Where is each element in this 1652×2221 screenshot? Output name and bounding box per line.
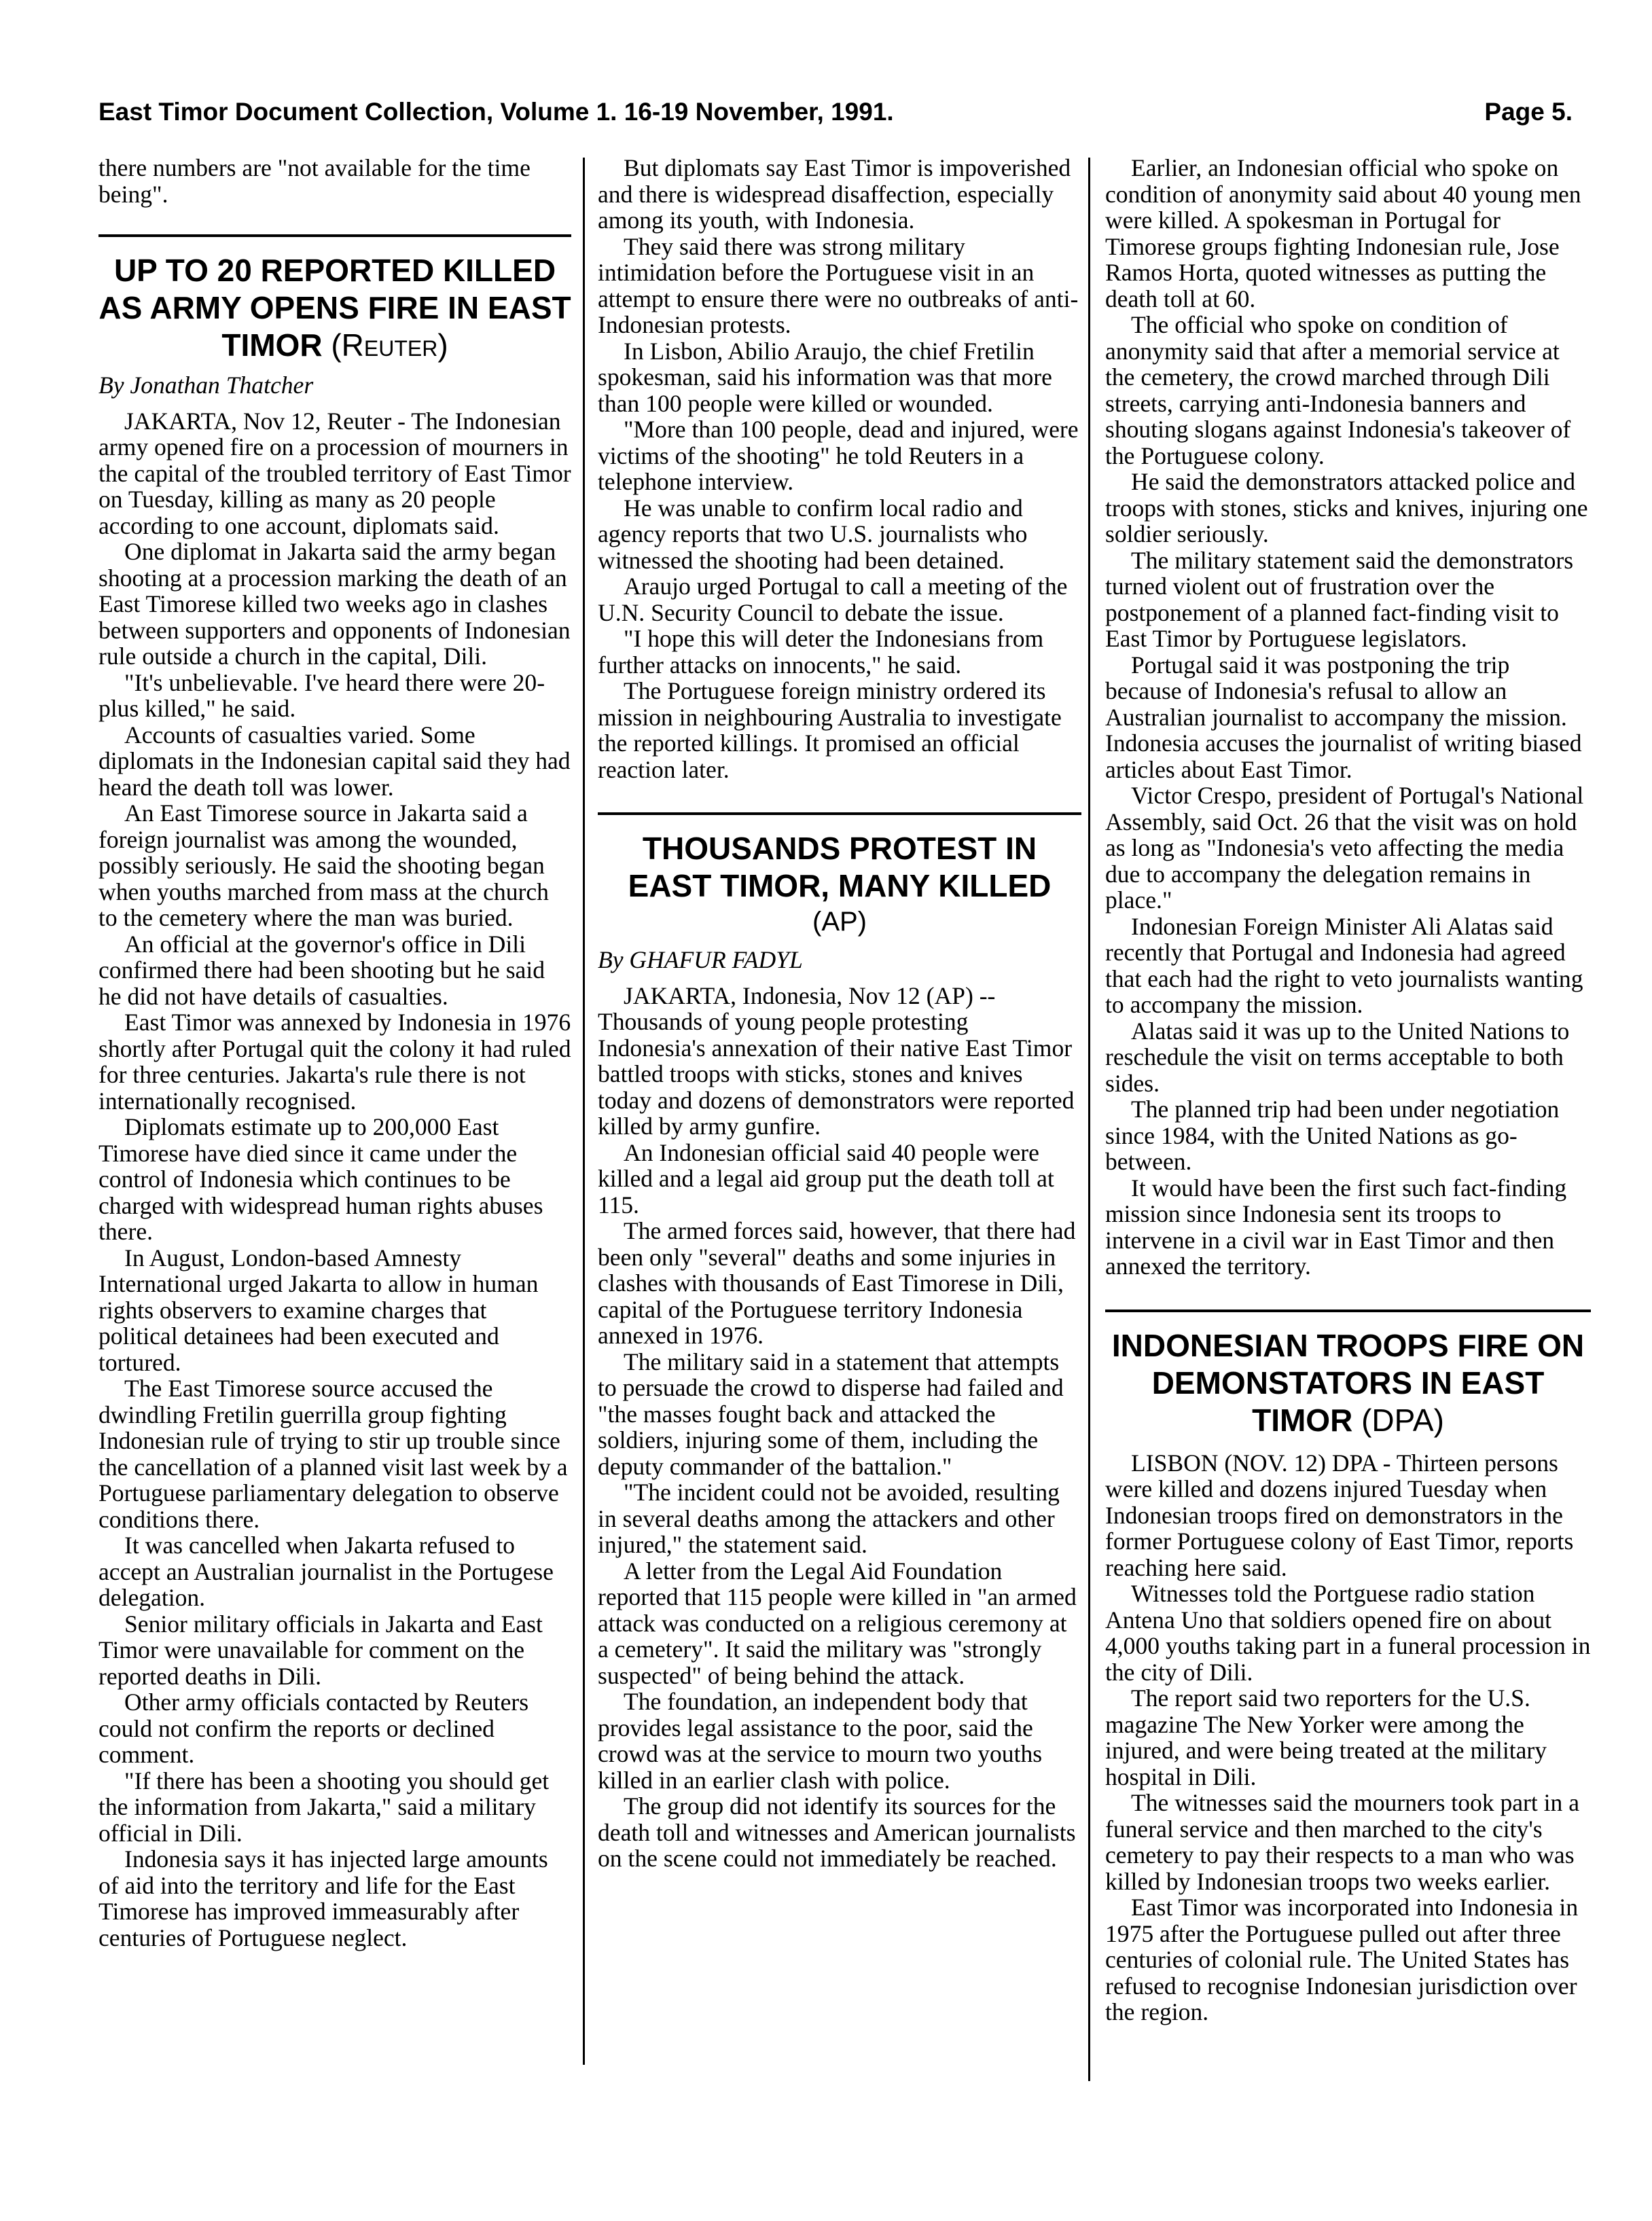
article-paragraph: An Indonesian official said 40 people were killed and a legal aid group put the death toll at 115. [598,1138,1054,1218]
headline-source: (DPA) [1361,1402,1444,1438]
article-paragraph: "More than 100 people, dead and injured, were victims of the shooting" he told Reuters in a telephone interview. [598,416,1079,495]
article-paragraph: In August, London-based Amnesty International urged Jakarta to allow in human rights observers to examine charges that political detainees had been executed and tortured. [98,1244,539,1376]
article-paragraph: The military said in a statement that attempts to persuade the crowd to disperse had failed and "the masses fought back and attacked the soldiers, injuring some of them, including the deputy commander of the battalion." [598,1348,1064,1480]
article-divider [1105,1310,1591,1312]
headline-text: THOUSANDS PROTEST IN EAST TIMOR, MANY KILLED [628,831,1052,903]
article-paragraph: "The incident could not be avoided, resulting in several deaths among the attackers and other injured," the statement said. [598,1479,1060,1558]
byline: By Jonathan Thatcher [98,372,314,399]
column-divider [583,158,585,2065]
article-paragraph: Indonesia says it has injected large amounts of aid into the territory and life for the East Timorese has improved immeasurably after centuries of Portuguese neglect. [98,1845,548,1951]
article-paragraph: It was cancelled when Jakarta refused to accept an Australian journalist in the Portugese delegation. [98,1532,554,1611]
article-paragraph: The group did not identify its sources for the death toll and witnesses and American journalists on the scene could not immediately be reached. [598,1792,1076,1872]
collection-title: East Timor Document Collection, Volume 1. 16-19 November, 1991. [98,98,894,126]
headline-text: INDONESIAN TROOPS FIRE ON DEMONSTATORS IN EAST TIMOR [1111,1327,1585,1438]
article-paragraph: He was unable to confirm local radio and agency reports that two U.S. journalists who witnessed the shooting had been detained. [598,494,1028,574]
article-paragraph: East Timor was annexed by Indonesia in 1976 shortly after Portugal quit the colony it had ruled for three centuries. Jakarta's rule there is not internationally recognised. [98,1009,571,1115]
headline-source: (AP) [812,907,867,937]
article-paragraph: A letter from the Legal Aid Foundation reported that 115 people were killed in "an armed attack was conducted on a religious ceremony at a cemetery". It said the military was "strongly suspected" of being behind the attack. [598,1557,1077,1689]
article-paragraph: Diplomats estimate up to 200,000 East Timorese have died since it came under the control of Indonesia which continues to be charged with widespread human rights abuses there. [98,1113,543,1245]
article-paragraph: The military statement said the demonstrators turned violent out of frustration over the postponement of a planned fact-finding visit to East Timor by Portuguese legislators. [1105,546,1574,652]
article-paragraph: Portugal said it was postponing the trip because of Indonesia's refusal to allow an Australian journalist to accompany the mission. Indonesia accuses the journalist of writing biased articles about East Timor. [1105,651,1582,783]
article-paragraph: The report said two reporters for the U.S. magazine The New Yorker were among the injured, and were being treated at the military hospital in Dili. [1105,1684,1547,1790]
column-2 [598,155,1081,1872]
article-paragraph: An official at the governor's office in Dili confirmed there had been shooting but he said he did not have details of casualties. [98,930,545,1010]
article-paragraph: It would have been the first such fact-finding mission since Indonesia sent its troops to intervene in a civil war in East Timor and then annexed the territory. [1105,1174,1567,1280]
article-paragraph: The armed forces said, however, that there had been only "several" deaths and some injuries in clashes with thousands of East Timorese in Dili, capital of the Portuguese territory Indonesia annexed in 1976. [598,1217,1076,1349]
article-paragraph: An East Timorese source in Jakarta said a foreign journalist was among the wounded, possibly seriously. He said the shooting began when youths marched from mass at the church to the cemetery where the man was buried. [98,799,549,931]
headline-text: UP TO 20 REPORTED KILLED AS ARMY OPENS FIRE IN EAST TIMOR [98,253,571,363]
article-paragraph: "If there has been a shooting you should get the information from Jakarta," said a military official in Dili. [98,1767,550,1847]
headline-ap [598,830,1081,939]
article-paragraph: Araujo urged Portugal to call a meeting of the U.N. Security Council to debate the issue. [598,573,1068,626]
article-paragraph: In Lisbon, Abilio Araujo, the chief Fretilin spokesman, said his information was that more than 100 people were killed or wounded. [598,337,1052,417]
article-paragraph: The planned trip had been under negotiation since 1984, with the United Nations as go-between. [1105,1096,1560,1175]
article-paragraph: The East Timorese source accused the dwindling Fretilin guerrilla group fighting Indonesian rule of trying to stir up trouble since the cancellation of a planned visit last week by a Portuguese parliamentary delegation to observe conditions there. [98,1375,568,1533]
article-paragraph: The foundation, an independent body that provides legal assistance to the poor, said the crowd was at the service to mourn two youths killed in an earlier clash with police. [598,1688,1043,1794]
headline-source: (Reuter) [331,327,448,363]
headline-reuter [98,252,571,364]
article-paragraph: "It's unbelievable. I've heard there were 20-plus killed," he said. [98,668,545,722]
column-1 [98,155,571,1951]
headline-dpa [1105,1327,1591,1439]
column-3 [1105,155,1591,2025]
article-paragraph: One diplomat in Jakarta said the army began shooting at a procession marking the death of an East Timorese killed two weeks ago in clashes between supporters and opponents of Indonesian rule outside a church in the capital, Dili. [98,538,571,670]
article-paragraph: Other army officials contacted by Reuters could not confirm the reports or declined comment. [98,1689,529,1768]
article-paragraph: JAKARTA, Indonesia, Nov 12 (AP) -- Thousands of young people protesting Indonesia's annexation of their native East Timor battled troops with sticks, stones and knives today and dozens of demonstrators were reported killed by army gunfire. [598,981,1075,1140]
article-paragraph: "I hope this will deter the Indonesians from further attacks on innocents," he said. [598,625,1044,679]
article-paragraph: Senior military officials in Jakarta and East Timor were unavailable for comment on the reported deaths in Dili. [98,1610,543,1690]
article-divider [98,234,571,237]
article-paragraph: Victor Crespo, president of Portugal's National Assembly, said Oct. 26 that the visit was on hold as long as "Indonesia's veto affecting the media due to accompany the delegation remains in place." [1105,782,1584,914]
article-paragraph: JAKARTA, Nov 12, Reuter - The Indonesian army opened fire on a procession of mourners in the capital of the troubled territory of East Timor on Tuesday, killing as many as 20 people according to one account, diplomats said. [98,407,571,539]
article-paragraph: The official who spoke on condition of anonymity said that after a memorial service at the cemetery, the crowd marched through Dili streets, carrying anti-Indonesia banners and shouting slogans against Indonesia's takeover of the Portuguese colony. [1105,311,1571,469]
article-paragraph: He said the demonstrators attacked police and troops with stones, sticks and knives, injuring one soldier seriously. [1105,468,1588,547]
article-paragraph: They said there was strong military intimidation before the Portuguese visit in an attempt to ensure there were no outbreaks of anti-Indonesian protests. [598,232,1079,338]
article-paragraph: Accounts of casualties varied. Some diplomats in the Indonesian capital said they had heard the death toll was lower. [98,721,571,801]
page-header [98,95,1573,129]
article-paragraph: The witnesses said the mourners took part in a funeral service and then marched to the city's cemetery to pay their respects to a man who was killed by Indonesian troops two weeks earlier. [1105,1789,1580,1895]
article-paragraph: LISBON (NOV. 12) DPA - Thirteen persons were killed and dozens injured Tuesday when Indonesian troops fired on demonstrators in the former Portuguese colony of East Timor, reports reaching here said. [1105,1449,1574,1581]
column-divider [1088,158,1090,2081]
continued-text: there numbers are "not available for the time being". [98,154,531,208]
article-paragraph: East Timor was incorporated into Indonesia in 1975 after the Portuguese pulled out after three centuries of colonial rule. The United States has refused to recognise Indonesian jurisdiction over the region. [1105,1894,1579,2025]
article-paragraph: The Portuguese foreign ministry ordered its mission in neighbouring Australia to investigate the reported killings. It promised an official reaction later. [598,677,1062,783]
page-number: Page 5. [1484,98,1573,126]
article-divider [598,812,1081,815]
spacer [1105,1443,1591,1450]
article-paragraph: Indonesian Foreign Minister Ali Alatas said recently that Portugal and Indonesia had agreed that each had the right to veto journalists wanting to accompany the mission. [1105,912,1583,1018]
article-paragraph: But diplomats say East Timor is impoverished and there is widespread disaffection, especially among its youth, with Indonesia. [598,154,1071,234]
article-paragraph: Alatas said it was up to the United Nations to reschedule the visit on terms acceptable to both sides. [1105,1017,1570,1097]
byline: By GHAFUR FADYL [598,946,803,973]
article-paragraph: Witnesses told the Portguese radio station Antena Uno that soldiers opened fire on about 4,000 youths taking part in a funeral procession in the city of Dili. [1105,1580,1591,1686]
article-paragraph: Earlier, an Indonesian official who spoke on condition of anonymity said about 40 young men were killed. A spokesman in Portugal for Timorese groups fighting Indonesian rule, Jose Ramos Horta, quoted witnesses as putting the death toll at 60. [1105,154,1581,312]
